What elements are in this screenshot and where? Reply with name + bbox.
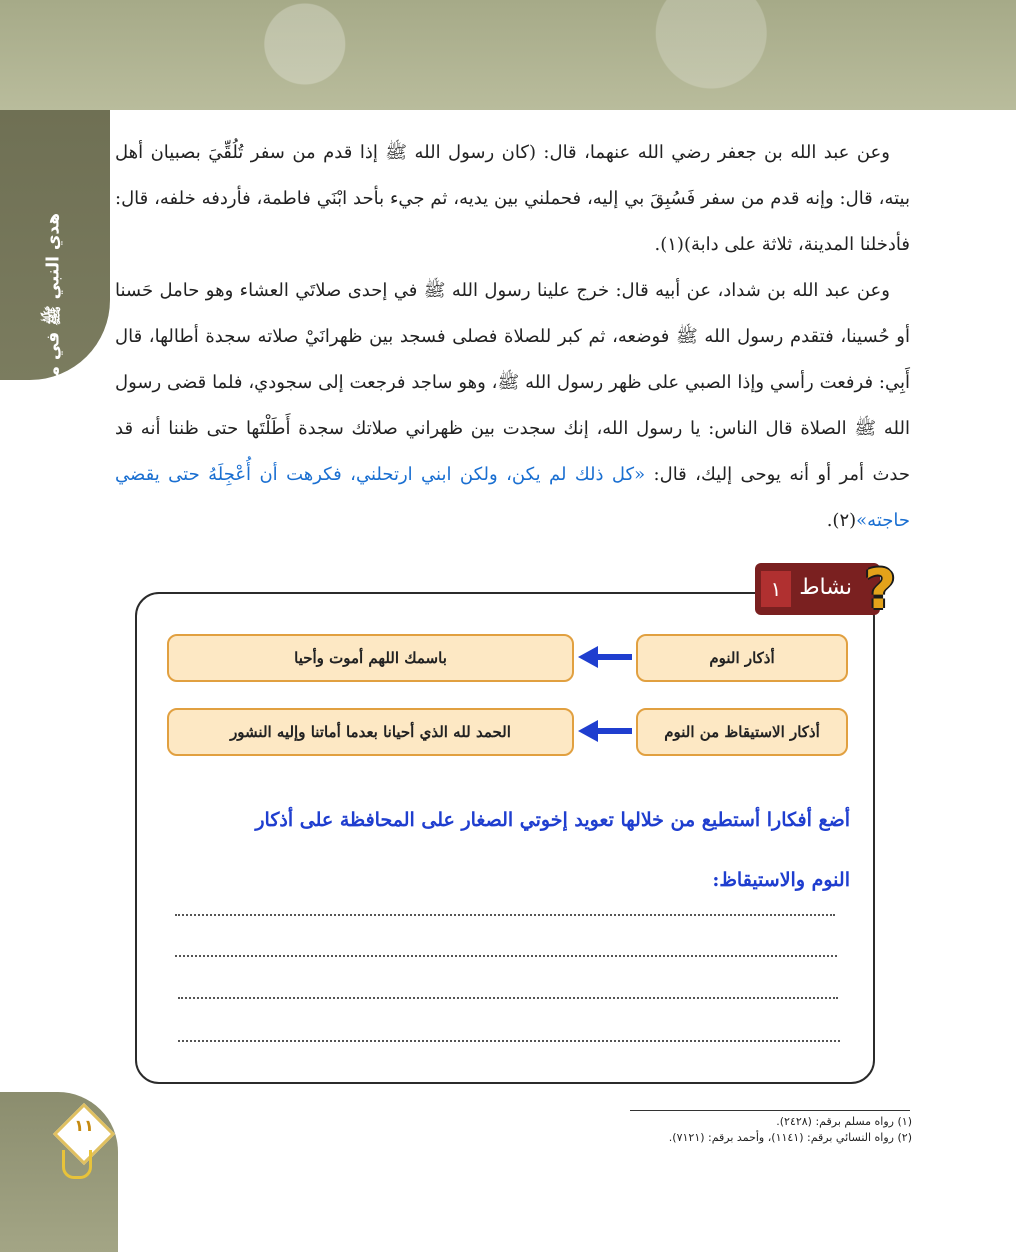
footnotes xyxy=(450,1114,912,1146)
activity-label: نشاط xyxy=(799,575,852,600)
answer-line-2[interactable] xyxy=(175,953,837,957)
category-pill-sleep: أذكار النوم xyxy=(636,634,848,682)
paragraph-1: وعن عبد الله بن جعفر رضي الله عنهما، قال: (كان رسول الله ﷺ إذا قدم من سفر تُلُقِّيَ بصبيان أهل بيته، قال: وإنه قدم من سفر فَسُبِقَ بي إليه، فحملني بين يديه، ثم جيء بأحد ابْنَي فاطمة، فأردفه خلفه، قال: فأدخلنا المدينة، ثلاثة على دابة)(١). xyxy=(115,142,910,255)
prophet-quote: «كل ذلك لم يكن، ولكن ابني ارتحلني، فكرهت أن أُعْجِلَهُ حتى يقضي حاجته» xyxy=(115,464,910,531)
dua-pill-waking: الحمد لله الذي أحيانا بعدما أماتنا وإليه النشور xyxy=(167,708,574,756)
paragraph-2 xyxy=(115,268,910,544)
footnote-1: (١) رواه مسلم برقم: (٢٤٢٨). xyxy=(776,1115,912,1128)
chapter-title: هدي النبي ﷺ في معاملة الناس (١) xyxy=(43,212,64,508)
publisher-logo-icon xyxy=(62,1150,92,1179)
question-mark-icon: ? xyxy=(864,558,896,621)
category-pill-waking: أذكار الاستيقاظ من النوم xyxy=(636,708,848,756)
header-band xyxy=(0,0,1016,110)
activity-prompt xyxy=(165,790,850,910)
quote-reference: (٢). xyxy=(826,510,857,531)
page-number: ١١ xyxy=(74,1116,94,1135)
arrow-left-icon xyxy=(578,646,636,668)
answer-line-1[interactable] xyxy=(175,912,835,916)
prompt-line-2: النوم والاستيقاظ: xyxy=(712,869,850,891)
activity-number: ١ xyxy=(761,571,791,607)
footnote-divider xyxy=(630,1110,910,1111)
dua-pill-sleep: باسمك اللهم أموت وأحيا xyxy=(167,634,574,682)
body-text xyxy=(115,130,910,544)
prompt-line-1: أضع أفكارا أستطيع من خلالها تعويد إخوتي الصغار على المحافظة على أذكار xyxy=(255,809,850,831)
footnote-2: (٢) رواه النسائي برقم: (١١٤١)، وأحمد برقم: (٧١٢١). xyxy=(668,1131,912,1144)
answer-line-3[interactable] xyxy=(178,995,838,999)
answer-line-4[interactable] xyxy=(178,1038,840,1042)
paragraph-2-text: وعن عبد الله بن شداد، عن أبيه قال: خرج علينا رسول الله ﷺ في إحدى صلاتَي العشاء وهو حامل حَسنا أو حُسينا، فتقدم رسول الله ﷺ فوضعه، ثم كبر للصلاة فصلى فسجد بين ظهرانَيْ صلاته سجدة أطالها، قال أَبِي: فرفعت رأسي وإذا الصبي على ظهر رسول الله ﷺ، وهو ساجد فرجعت إلى سجودي، فلما قضى رسول الله ﷺ الصلاة قال الناس: يا رسول الله، إنك سجدت بين ظهراني صلاتك سجدة أَطَلْتَها حتى ظننا أنه قد حدث أمر أو أنه يوحى إليك، قال: xyxy=(115,280,910,485)
arrow-left-icon xyxy=(578,720,636,742)
chapter-side-tab xyxy=(0,110,110,508)
